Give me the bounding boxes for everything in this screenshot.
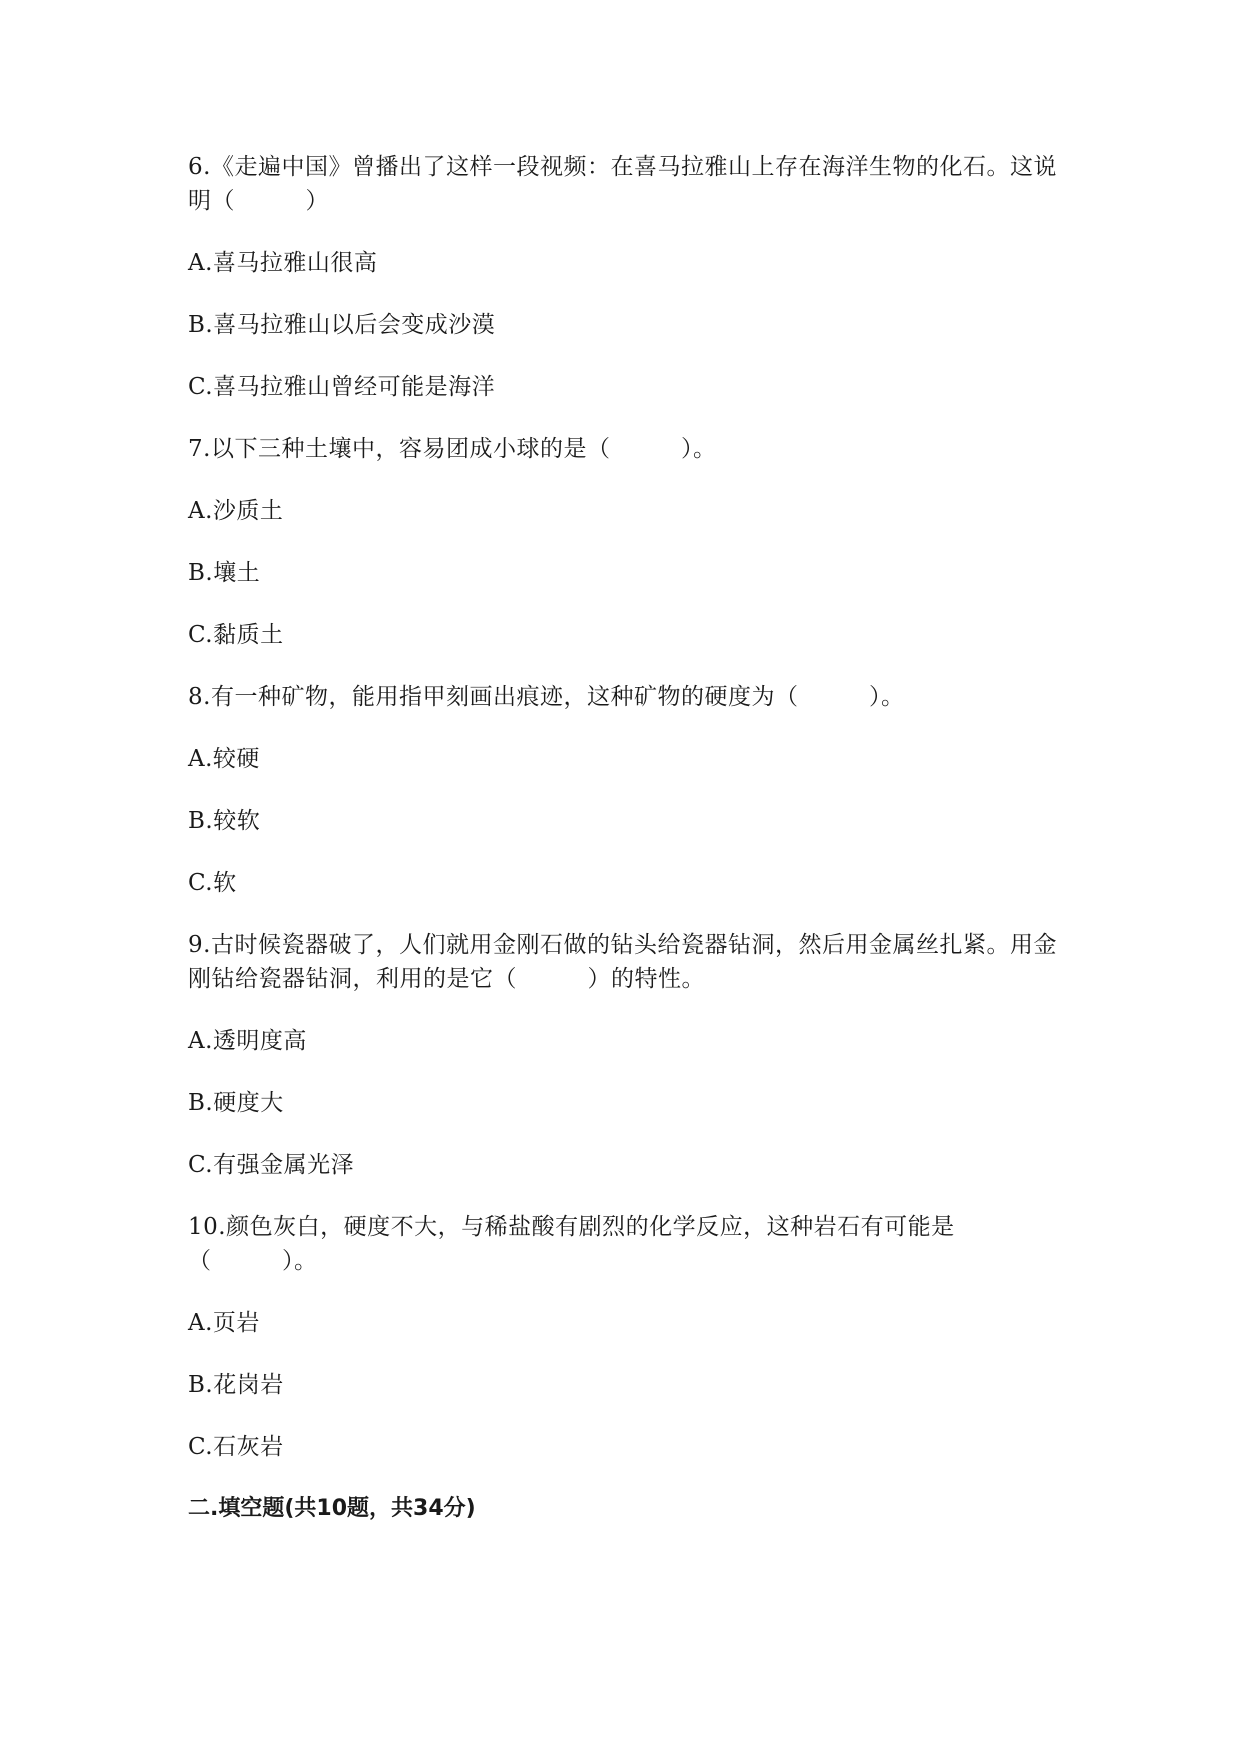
option-a: A.沙质土 bbox=[188, 498, 284, 524]
option-a: A.透明度高 bbox=[188, 1028, 307, 1054]
option-b: B.硬度大 bbox=[188, 1090, 284, 1116]
question-7 bbox=[188, 432, 1058, 652]
option-b: B.喜马拉雅山以后会变成沙漠 bbox=[188, 312, 496, 338]
question-9 bbox=[188, 928, 1058, 1182]
question-8 bbox=[188, 680, 1058, 900]
option-b: B.花岗岩 bbox=[188, 1372, 284, 1398]
option-c: C.软 bbox=[188, 870, 237, 896]
question-6 bbox=[188, 150, 1058, 404]
option-b: B.壤土 bbox=[188, 560, 261, 586]
option-c: C.石灰岩 bbox=[188, 1434, 284, 1460]
option-c: C.黏质土 bbox=[188, 622, 284, 648]
question-text: 8.有一种矿物，能用指甲刻画出痕迹，这种矿物的硬度为（ ）。 bbox=[188, 684, 905, 710]
question-text: 6.《走遍中国》曾播出了这样一段视频：在喜马拉雅山上存在海洋生物的化石。这说明（ ） bbox=[188, 154, 1057, 214]
question-text: 9.古时候瓷器破了，人们就用金刚石做的钻头给瓷器钻洞，然后用金属丝扎紧。用金刚钻给瓷器钻洞，利用的是它（ ）的特性。 bbox=[188, 932, 1057, 992]
option-c: C.有强金属光泽 bbox=[188, 1152, 355, 1178]
question-text: 10.颜色灰白，硬度不大，与稀盐酸有剧烈的化学反应，这种岩石有可能是（ ）。 bbox=[188, 1214, 955, 1274]
question-10 bbox=[188, 1210, 1058, 1464]
section-title: 二.填空题(共10题，共34分) bbox=[188, 1496, 476, 1521]
page-content bbox=[188, 150, 1058, 1526]
option-b: B.较软 bbox=[188, 808, 261, 834]
option-c: C.喜马拉雅山曾经可能是海洋 bbox=[188, 374, 496, 400]
question-text: 7.以下三种土壤中，容易团成小球的是（ ）。 bbox=[188, 436, 717, 462]
option-a: A.页岩 bbox=[188, 1310, 260, 1336]
option-a: A.较硬 bbox=[188, 746, 260, 772]
option-a: A.喜马拉雅山很高 bbox=[188, 250, 378, 276]
